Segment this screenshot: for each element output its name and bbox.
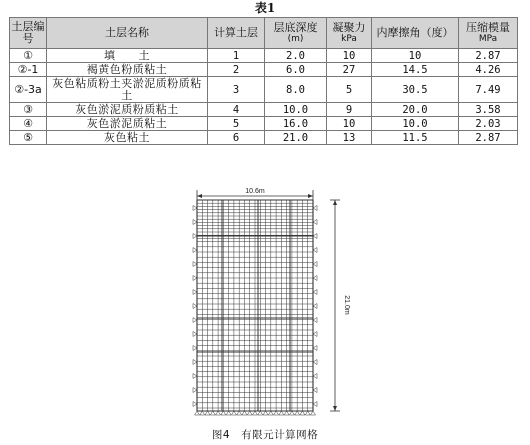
roller-support [313, 276, 317, 281]
support-triangle [305, 411, 310, 415]
roller-support [193, 248, 197, 253]
support-triangle [253, 411, 258, 415]
roller-support [193, 206, 197, 211]
table-title: 表1 [254, 1, 276, 15]
cell-cohesion: 13 [327, 131, 372, 145]
cell-soil-name: 褐黄色粉质粘土 [47, 63, 208, 77]
cell-calc-layer: 6 [208, 131, 265, 145]
cell-compression-modulus: 3.58 [459, 103, 518, 117]
cell-calc-layer: 3 [208, 77, 265, 103]
roller-support [313, 220, 317, 225]
support-triangle [274, 411, 279, 415]
cell-soil-name: 灰色淤泥质粉质粘土 [47, 103, 208, 117]
roller-support [313, 332, 317, 337]
roller-support [313, 304, 317, 309]
support-triangle [216, 411, 221, 415]
roller-support [193, 220, 197, 225]
cell-friction-angle: 11.5 [372, 131, 459, 145]
cell-soil-no: ②-1 [10, 63, 47, 77]
header-bottom-depth: 层底深度 (m) [265, 18, 327, 49]
cell-bottom-depth: 2.0 [265, 49, 327, 63]
cell-calc-layer: 5 [208, 117, 265, 131]
cell-soil-name: 填 土 [47, 49, 208, 63]
cell-compression-modulus: 4.26 [459, 63, 518, 77]
width-dimension-label: 10.6m [245, 188, 265, 195]
header-compression-modulus: 压缩模量 MPa [459, 18, 518, 49]
support-triangle [226, 411, 231, 415]
support-triangle [200, 411, 205, 415]
roller-support [193, 402, 197, 407]
cell-calc-layer: 4 [208, 103, 265, 117]
roller-support [193, 346, 197, 351]
roller-support [193, 332, 197, 337]
support-triangle [258, 411, 263, 415]
cell-friction-angle: 14.5 [372, 63, 459, 77]
roller-support [313, 360, 317, 365]
roller-support [313, 206, 317, 211]
cell-compression-modulus: 2.87 [459, 49, 518, 63]
cell-compression-modulus: 2.03 [459, 117, 518, 131]
roller-support [313, 290, 317, 295]
roller-support [313, 234, 317, 239]
roller-support [193, 304, 197, 309]
support-triangle [268, 411, 273, 415]
roller-support [193, 276, 197, 281]
roller-support [193, 388, 197, 393]
cell-soil-no: ④ [10, 117, 47, 131]
support-triangle [263, 411, 268, 415]
cell-cohesion: 27 [327, 63, 372, 77]
support-triangle [237, 411, 242, 415]
roller-support [313, 346, 317, 351]
roller-support [193, 318, 197, 323]
roller-support [313, 388, 317, 393]
cell-cohesion: 5 [327, 77, 372, 103]
header-soil-no: 土层编号 [10, 18, 47, 49]
header-calc-layer: 计算土层 [208, 18, 265, 49]
roller-support [193, 234, 197, 239]
cell-bottom-depth: 8.0 [265, 77, 327, 103]
cell-soil-name: 灰色粘土 [47, 131, 208, 145]
support-triangle [295, 411, 300, 415]
roller-support [313, 248, 317, 253]
figure-caption: 图4 有限元计算网格 [211, 429, 319, 441]
support-triangle [210, 411, 215, 415]
roller-support [193, 360, 197, 365]
support-triangle [289, 411, 294, 415]
roller-support [193, 262, 197, 267]
cell-soil-no: ③ [10, 103, 47, 117]
cell-calc-layer: 2 [208, 63, 265, 77]
cell-cohesion: 10 [327, 117, 372, 131]
mesh-grid [197, 200, 313, 411]
cell-friction-angle: 20.0 [372, 103, 459, 117]
cell-compression-modulus: 2.87 [459, 131, 518, 145]
cell-calc-layer: 1 [208, 49, 265, 63]
cell-friction-angle: 10.0 [372, 117, 459, 131]
cell-soil-no: ⑤ [10, 131, 47, 145]
cell-bottom-depth: 16.0 [265, 117, 327, 131]
support-triangle [311, 411, 316, 415]
cell-soil-no: ① [10, 49, 47, 63]
cell-bottom-depth: 21.0 [265, 131, 327, 145]
cell-soil-name: 灰色淤泥质粘土 [47, 117, 208, 131]
cell-compression-modulus: 7.49 [459, 77, 518, 103]
cell-soil-no: ②-3a [10, 77, 47, 103]
support-triangle [284, 411, 289, 415]
roller-support [313, 262, 317, 267]
support-triangle [300, 411, 305, 415]
height-dimension-label: 21.0m [343, 295, 350, 315]
roller-support [193, 290, 197, 295]
cell-cohesion: 10 [327, 49, 372, 63]
header-soil-name: 土层名称 [47, 18, 208, 49]
support-triangle [231, 411, 236, 415]
cell-cohesion: 9 [327, 103, 372, 117]
support-triangle [205, 411, 210, 415]
dimension-lines [197, 190, 340, 411]
support-triangle [195, 411, 200, 415]
roller-support [313, 402, 317, 407]
cell-friction-angle: 30.5 [372, 77, 459, 103]
roller-support [313, 374, 317, 379]
header-friction-angle: 内摩擦角（度） [372, 18, 459, 49]
support-triangle [279, 411, 284, 415]
cell-bottom-depth: 10.0 [265, 103, 327, 117]
cell-bottom-depth: 6.0 [265, 63, 327, 77]
roller-support [313, 318, 317, 323]
cell-friction-angle: 10 [372, 49, 459, 63]
support-triangle [221, 411, 226, 415]
roller-support [193, 374, 197, 379]
header-cohesion: 凝聚力 kPa [327, 18, 372, 49]
support-triangle [247, 411, 252, 415]
support-triangle [242, 411, 247, 415]
cell-soil-name: 灰色粘质粉土夹淤泥质粉质粘土 [47, 77, 208, 103]
